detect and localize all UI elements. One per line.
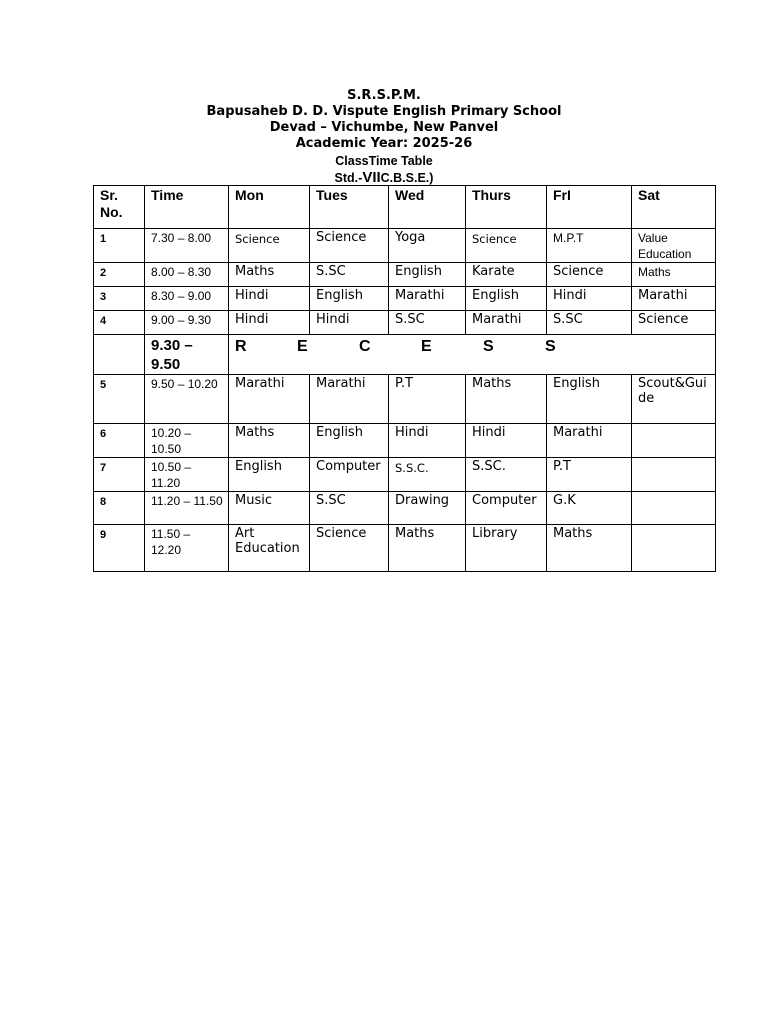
cell-sr: 3 <box>94 287 145 311</box>
cell-mon: Art Education <box>229 525 310 572</box>
cell-tue: English <box>310 424 389 458</box>
cell-mon: English <box>229 458 310 492</box>
cell-sr <box>94 335 145 375</box>
cell-wed: S.S.C. <box>389 458 466 492</box>
cell-fri: P.T <box>547 458 632 492</box>
recess-letter: E <box>297 338 308 355</box>
recess-letter: R <box>235 338 247 355</box>
cell-time: 7.30 – 8.00 <box>145 229 229 263</box>
cell-thu: Library <box>466 525 547 572</box>
std-grade: VII <box>362 169 381 186</box>
std-prefix: Std.- <box>334 171 363 185</box>
cell-wed: Maths <box>389 525 466 572</box>
table-row <box>94 375 716 424</box>
cell-sr: 7 <box>94 458 145 492</box>
col-header-mon: Mon <box>229 186 310 229</box>
cell-thu: Computer <box>466 492 547 525</box>
cell-fri: M.P.T <box>547 229 632 263</box>
cell-sat <box>632 492 716 525</box>
cell-sat: Value Education <box>632 229 716 263</box>
cell-wed: Yoga <box>389 229 466 263</box>
academic-year: Academic Year: 2025-26 <box>295 136 473 151</box>
col-header-tues: Tues <box>310 186 389 229</box>
cell-sr: 1 <box>94 229 145 263</box>
cell-sat: Maths <box>632 263 716 287</box>
cell-fri: Science <box>547 263 632 287</box>
table-row <box>94 525 716 572</box>
std-board: C.B.S.E.) <box>380 171 434 185</box>
cell-fri: Marathi <box>547 424 632 458</box>
cell-mon: Music <box>229 492 310 525</box>
cell-tue: Science <box>310 525 389 572</box>
recess-letter: C <box>359 338 371 355</box>
recess-letter: S <box>545 338 556 355</box>
cell-sr: 6 <box>94 424 145 458</box>
recess-time: 9.30 – 9.50 <box>145 335 229 375</box>
table-row <box>94 263 716 287</box>
timetable <box>93 185 716 572</box>
cell-mon: Hindi <box>229 287 310 311</box>
cell-thu: S.SC. <box>466 458 547 492</box>
cell-tue: English <box>310 287 389 311</box>
cell-thu: Hindi <box>466 424 547 458</box>
cell-fri: Hindi <box>547 287 632 311</box>
cell-sr: 5 <box>94 375 145 424</box>
cell-fri: G.K <box>547 492 632 525</box>
cell-sat: Science <box>632 311 716 335</box>
cell-thu: Science <box>466 229 547 263</box>
col-header-time: Time <box>145 186 229 229</box>
cell-sat: Scout&Guide <box>632 375 716 424</box>
cell-tue: Computer <box>310 458 389 492</box>
cell-wed: Drawing <box>389 492 466 525</box>
recess-letter: S <box>483 338 494 355</box>
cell-wed: S.SC <box>389 311 466 335</box>
table-row <box>94 492 716 525</box>
cell-mon: Science <box>229 229 310 263</box>
col-header-sat: Sat <box>632 186 716 229</box>
cell-time: 8.00 – 8.30 <box>145 263 229 287</box>
school-name: Bapusaheb D. D. Vispute English Primary School <box>206 104 562 119</box>
cell-time: 8.30 – 9.00 <box>145 287 229 311</box>
org-name: S.R.S.P.M. <box>347 88 421 103</box>
cell-sr: 2 <box>94 263 145 287</box>
cell-fri: Maths <box>547 525 632 572</box>
header-row <box>94 186 716 229</box>
cell-thu: Marathi <box>466 311 547 335</box>
table-title: ClassTime Table <box>335 154 433 168</box>
table-row <box>94 229 716 263</box>
school-address: Devad – Vichumbe, New Panvel <box>269 120 499 135</box>
cell-fri: S.SC <box>547 311 632 335</box>
cell-time: 9.50 – 10.20 <box>145 375 229 424</box>
table-row <box>94 287 716 311</box>
cell-time: 11.20 – 11.50 <box>145 492 229 525</box>
cell-tue: S.SC <box>310 263 389 287</box>
cell-tue: Science <box>310 229 389 263</box>
recess-letter: E <box>421 338 432 355</box>
cell-tue: Hindi <box>310 311 389 335</box>
col-header-sr: Sr. No. <box>94 186 145 229</box>
cell-wed: English <box>389 263 466 287</box>
cell-sr: 9 <box>94 525 145 572</box>
table-row <box>94 311 716 335</box>
cell-mon: Maths <box>229 263 310 287</box>
table-row <box>94 458 716 492</box>
cell-tue: Marathi <box>310 375 389 424</box>
col-header-wed: Wed <box>389 186 466 229</box>
document-header <box>0 88 768 186</box>
cell-wed: Marathi <box>389 287 466 311</box>
cell-sr: 4 <box>94 311 145 335</box>
table-row <box>94 424 716 458</box>
cell-mon: Marathi <box>229 375 310 424</box>
standard-label <box>0 170 768 186</box>
cell-sat <box>632 424 716 458</box>
cell-thu: English <box>466 287 547 311</box>
cell-time: 10.20 – 10.50 <box>145 424 229 458</box>
cell-fri: English <box>547 375 632 424</box>
recess-label <box>229 335 716 375</box>
cell-mon: Maths <box>229 424 310 458</box>
cell-time: 9.00 – 9.30 <box>145 311 229 335</box>
cell-sat <box>632 458 716 492</box>
recess-row <box>94 335 716 375</box>
cell-thu: Karate <box>466 263 547 287</box>
cell-time: 11.50 – 12.20 <box>145 525 229 572</box>
cell-wed: P.T <box>389 375 466 424</box>
cell-time: 10.50 – 11.20 <box>145 458 229 492</box>
cell-tue: S.SC <box>310 492 389 525</box>
col-header-thurs: Thurs <box>466 186 547 229</box>
cell-sr: 8 <box>94 492 145 525</box>
cell-thu: Maths <box>466 375 547 424</box>
cell-sat <box>632 525 716 572</box>
cell-sat: Marathi <box>632 287 716 311</box>
cell-wed: Hindi <box>389 424 466 458</box>
cell-mon: Hindi <box>229 311 310 335</box>
col-header-fri: FrI <box>547 186 632 229</box>
